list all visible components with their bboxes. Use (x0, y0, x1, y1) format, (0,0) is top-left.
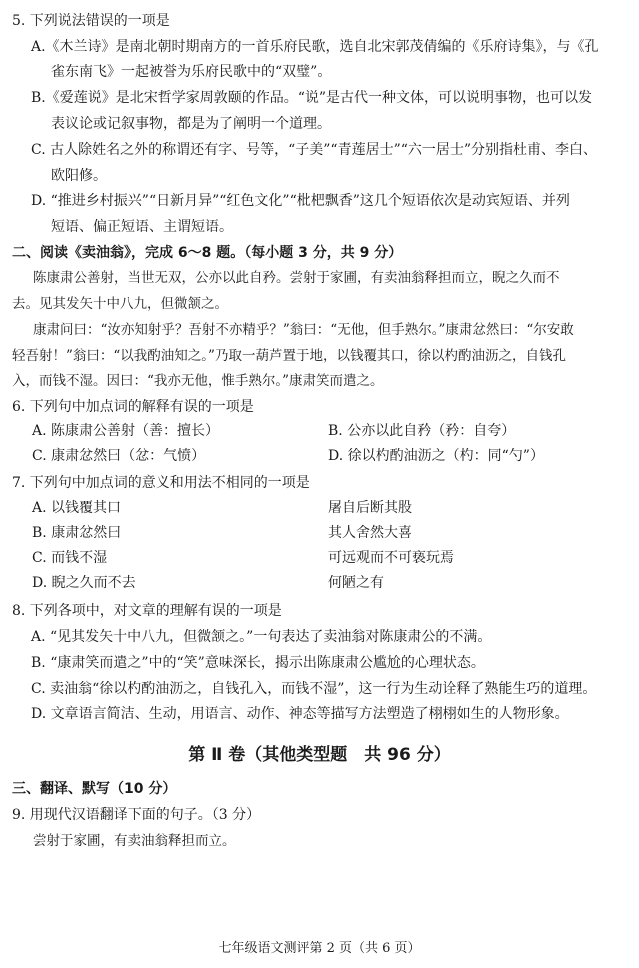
q5-option-d-line2: 短语、偏正短语、主谓短语。 (51, 219, 233, 235)
q5-option-d-line1: D. “推进乡村振兴”“日新月异”“红色文化”“枇杷飘香”这几个短语依次是动宾短语、并列 (31, 193, 570, 209)
section2-heading: 二、阅读《卖油翁》，完成 6～8 题。（每小题 3 分，共 9 分） (12, 245, 403, 261)
q5-option-a-line2: 雀东南飞》一起被誉为乐府民歌中的“双璧”。 (51, 64, 332, 80)
q8-stem: 8. 下列各项中，对文章的理解有误的一项是 (12, 603, 282, 619)
passage-p2-line2: 轻吾射！”翁曰：“以我酌油知之。”乃取一葫芦置于地，以钱覆其口，徐以杓酌油沥之，自钱孔 (12, 348, 566, 364)
q5-option-a-line1: A.《木兰诗》是南北朝时期南方的一首乐府民歌，选自北宋郭茂倩编的《乐府诗集》，与《孔 (31, 39, 599, 55)
page-footer: 七年级语文测评第 2 页（共 6 页） (218, 941, 421, 956)
q7-option-a-right: 屠自后断其股 (328, 500, 412, 516)
q5-option-b-line1: B.《爱莲说》是北宋哲学家周敦颐的作品。“说”是古代一种文体，可以说明事物，也可以发 (31, 90, 593, 106)
q7-option-c-left: C. 而钱不湿 (32, 550, 108, 566)
q8-option-a: A. “见其发矢十中八九，但微颔之。”一句表达了卖油翁对陈康肃公的不满。 (31, 629, 492, 645)
q7-option-d-right: 何陋之有 (328, 575, 384, 591)
q6-options (32, 421, 622, 471)
section3-heading: 三、翻译、默写（10 分） (12, 781, 177, 797)
q6-option-a: A. 陈康肃公善射（善：擅长） (32, 423, 220, 439)
passage-p1-line1: 陈康肃公善射，当世无双，公亦以此自矜。尝射于家圃，有卖油翁释担而立，睨之久而不 (33, 270, 560, 286)
q8-option-b: B. “康肃笑而遣之”中的“笑”意味深长，揭示出陈康肃公尴尬的心理状态。 (31, 655, 485, 671)
q6-option-c: C. 康肃忿然曰（忿：气愤） (32, 448, 206, 464)
q8-option-d: D. 文章语言简洁、生动，用语言、动作、神态等描写方法塑造了栩栩如生的人物形象。 (31, 706, 569, 722)
q7-option-b-right: 其人舍然大喜 (328, 525, 412, 541)
passage-p2-line3: 入，而钱不湿。因曰：“我亦无他，惟手熟尔。”康肃笑而遣之。 (12, 373, 384, 389)
q6-stem: 6. 下列句中加点词的解释有误的一项是 (12, 399, 254, 415)
q6-option-d: D. 徐以杓酌油沥之（杓：同“勺”） (328, 448, 544, 464)
part2-title: 第 Ⅱ 卷（其他类型题 共 96 分） (188, 745, 451, 765)
q7-option-a-left: A. 以钱覆其口 (32, 500, 122, 516)
q7-option-c-right: 可远观而不可亵玩焉 (328, 550, 454, 566)
q7-option-b-left: B. 康肃忿然曰 (32, 525, 122, 541)
q5-option-c-line2: 欧阳修。 (51, 168, 107, 184)
q6-option-b: B. 公亦以此自矜（矜：自夸） (328, 423, 516, 439)
q5-option-c-line1: C. 古人除姓名之外的称谓还有字、号等，“子美”“青莲居士”“六一居士”分别指杜甫、李白、 (31, 142, 598, 158)
q5-option-b-line2: 表议论或记叙事物，都是为了阐明一个道理。 (51, 116, 331, 132)
passage-p2-line1: 康肃问曰：“汝亦知射乎？吾射不亦精乎？”翁曰：“无他，但手熟尔。”康肃忿然曰：“尔安敢 (33, 322, 574, 338)
q5-stem: 5. 下列说法错误的一项是 (12, 13, 170, 29)
q8-option-c: C. 卖油翁“徐以杓酌油沥之，自钱孔入，而钱不湿”，这一行为生动诠释了熟能生巧的道理。 (31, 681, 597, 697)
q7-options (32, 498, 622, 598)
q7-option-d-left: D. 睨之久而不去 (32, 575, 136, 591)
q9-stem: 9. 用现代汉语翻译下面的句子。（3 分） (12, 807, 261, 823)
q9-sentence: 尝射于家圃，有卖油翁释担而立。 (33, 833, 236, 849)
passage-p1-line2: 去。见其发矢十中八九，但微颔之。 (12, 296, 228, 312)
q7-stem: 7. 下列句中加点词的意义和用法不相同的一项是 (12, 475, 310, 491)
